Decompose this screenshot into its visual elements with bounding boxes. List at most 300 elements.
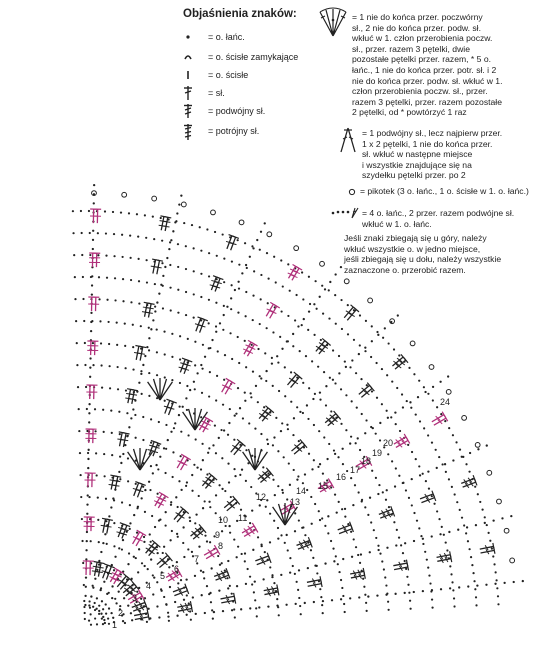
chain-arc — [257, 348, 259, 350]
chain-arc — [229, 408, 231, 410]
chain-arc — [293, 469, 295, 471]
chain-arc — [287, 428, 289, 430]
chain-line — [358, 596, 360, 598]
chain-arc — [121, 256, 123, 258]
chain-line — [204, 612, 206, 614]
chain-line — [377, 493, 379, 495]
chain-line — [340, 266, 342, 268]
chain-arc — [245, 315, 247, 317]
cluster-fan — [160, 379, 167, 400]
chain-arc — [388, 609, 390, 611]
chain-arc — [189, 610, 191, 612]
chain-arc — [364, 594, 366, 596]
chain-arc — [497, 603, 499, 605]
chain-line — [87, 494, 89, 496]
chain-arc — [191, 490, 193, 492]
stitch-symbol — [298, 544, 311, 549]
chain-arc — [322, 312, 324, 314]
chain-line — [313, 601, 315, 603]
chain-arc — [156, 328, 158, 330]
chain-arc — [444, 420, 446, 422]
chain-arc — [215, 302, 217, 304]
chain-arc — [95, 452, 97, 454]
chain-arc — [429, 582, 431, 584]
chain-arc — [366, 610, 368, 612]
chain-line — [176, 533, 178, 535]
stitch-symbol — [278, 588, 279, 595]
chain-arc — [302, 412, 304, 414]
chain-arc — [140, 370, 142, 372]
chain-line — [386, 547, 388, 549]
chain-arc — [451, 486, 453, 488]
stitch-symbol — [163, 226, 170, 227]
chain-arc — [130, 279, 132, 281]
chain-line — [255, 385, 257, 387]
chain-arc — [406, 400, 408, 402]
chain-arc — [113, 255, 115, 257]
chain-arc — [160, 588, 162, 590]
chain-line — [413, 540, 415, 542]
chain-line — [218, 590, 220, 592]
chain-arc — [238, 264, 240, 266]
chain-arc — [284, 542, 286, 544]
chain-arc — [244, 242, 246, 244]
centre-ring — [96, 623, 98, 625]
chain-line — [285, 604, 287, 606]
chain-arc — [109, 387, 111, 389]
chain-line — [118, 591, 120, 593]
chain-arc — [338, 355, 340, 357]
chain-arc — [74, 298, 76, 300]
chain-arc — [353, 339, 355, 341]
chain-line — [94, 578, 96, 580]
chain-line — [183, 599, 185, 601]
picot-mark — [267, 232, 272, 237]
chain-line — [87, 449, 89, 451]
chain-arc — [290, 371, 292, 373]
chain-line — [152, 472, 154, 474]
chain-line — [256, 239, 258, 241]
chain-arc — [266, 252, 268, 254]
chain-arc — [431, 598, 433, 600]
chain-line — [324, 288, 326, 290]
chain-line — [84, 604, 86, 606]
chain-arc — [185, 485, 187, 487]
stitch-symbol — [129, 399, 136, 400]
chain-line — [319, 463, 321, 465]
chain-arc — [254, 599, 256, 601]
chain-arc — [323, 371, 325, 373]
chain-line — [142, 364, 144, 366]
chain-arc — [423, 427, 425, 429]
chain-arc — [281, 422, 283, 424]
chain-arc — [76, 342, 78, 344]
chain-line — [457, 529, 459, 531]
chain-line — [182, 406, 184, 408]
chain-line — [87, 458, 89, 460]
chain-arc — [128, 212, 130, 214]
chain-line — [226, 306, 228, 308]
chain-arc — [282, 285, 284, 287]
cluster-fan — [183, 412, 195, 430]
row-number: 20 — [383, 438, 394, 448]
chain-line — [176, 561, 178, 563]
centre-ring — [105, 613, 107, 615]
chain-arc — [169, 287, 171, 289]
chain-arc — [91, 320, 93, 322]
chain-line — [485, 584, 487, 586]
stitch-symbol — [149, 551, 155, 554]
chain-arc — [188, 602, 190, 604]
chain-arc — [98, 298, 100, 300]
legend-title: Objaśnienia znaków: — [183, 8, 297, 20]
picot-mark — [429, 365, 434, 370]
chain-arc — [129, 235, 131, 237]
chain-arc — [209, 347, 211, 349]
chain-arc — [313, 334, 315, 336]
row-number: 3 — [132, 593, 138, 603]
chain-arc — [244, 340, 246, 342]
stitch-symbol — [180, 359, 185, 372]
picot-mark — [181, 202, 186, 207]
chain-arc — [150, 418, 152, 420]
chain-line — [180, 195, 182, 197]
chain-arc — [486, 524, 488, 526]
chain-arc — [284, 395, 286, 397]
chain-arc — [129, 504, 131, 506]
chain-line — [108, 607, 110, 609]
chain-arc — [145, 237, 147, 239]
chain-arc — [200, 468, 202, 470]
chain-line — [440, 588, 442, 590]
chain-arc — [323, 436, 325, 438]
chain-line — [198, 546, 200, 548]
chain-line — [240, 608, 242, 610]
chain-arc — [216, 255, 218, 257]
chain-arc — [127, 457, 129, 459]
chain-line — [141, 497, 143, 499]
chain-line — [379, 422, 381, 424]
legend-label: = o. ścisłe — [208, 70, 249, 80]
chain-line — [503, 582, 505, 584]
chain-arc — [127, 480, 129, 482]
chain-arc — [253, 591, 255, 593]
chain-line — [165, 511, 167, 513]
chain-line — [130, 417, 132, 419]
chain-line — [293, 417, 295, 419]
stitch-symbol — [350, 571, 364, 574]
chain-arc — [492, 555, 494, 557]
chain-arc — [179, 406, 181, 408]
row-number: 18 — [361, 456, 372, 466]
chain-line — [254, 581, 256, 583]
chain-arc — [423, 386, 425, 388]
chain-arc — [301, 527, 303, 529]
chain-arc — [185, 291, 187, 293]
chain-arc — [169, 264, 171, 266]
chain-arc — [408, 592, 410, 594]
chain-arc — [335, 323, 337, 325]
chain-line — [384, 327, 386, 329]
chain-arc — [475, 604, 477, 606]
stitch-symbol — [206, 483, 212, 486]
picot-mark — [294, 246, 299, 251]
chain-arc — [78, 430, 80, 432]
chain-line — [231, 609, 233, 611]
chain-line — [110, 612, 112, 614]
chain-line — [170, 504, 172, 506]
chain-arc — [251, 245, 253, 247]
chain-line — [267, 605, 269, 607]
chain-line — [103, 619, 105, 621]
chain-line — [175, 496, 177, 498]
chain-line — [93, 184, 95, 186]
chain-arc — [76, 364, 78, 366]
chain-arc — [246, 267, 248, 269]
chain-arc — [172, 451, 174, 453]
chain-arc — [296, 581, 298, 583]
chain-line — [202, 507, 204, 509]
chain-arc — [386, 374, 388, 376]
chain-arc — [432, 399, 434, 401]
chain-arc — [327, 532, 329, 534]
chain-arc — [344, 360, 346, 362]
chain-arc — [263, 406, 265, 408]
chain-line — [196, 466, 198, 468]
chain-arc — [138, 280, 140, 282]
chain-arc — [92, 585, 94, 587]
chain-line — [164, 266, 166, 268]
chain-line — [204, 356, 206, 358]
legend-label: = o. łańc. — [208, 32, 245, 42]
chain-arc — [396, 387, 398, 389]
chain-line — [140, 373, 142, 375]
chain-line — [89, 367, 91, 369]
chain-line — [260, 231, 262, 233]
chain-line — [110, 506, 112, 508]
picot-mark — [152, 196, 157, 201]
chain-arc — [391, 460, 393, 462]
chain-arc — [187, 434, 189, 436]
chain-arc — [491, 547, 493, 549]
stitch-symbol — [202, 481, 208, 484]
chain-arc — [187, 338, 189, 340]
chain-arc — [301, 271, 303, 273]
stitch-symbol — [319, 349, 325, 352]
chain-line — [280, 574, 282, 576]
chain-line — [319, 519, 321, 521]
chain-arc — [78, 408, 80, 410]
chain-line — [167, 615, 169, 617]
chain-line — [266, 499, 268, 501]
chain-arc — [153, 238, 155, 240]
chain-arc — [450, 573, 452, 575]
chain-line — [191, 474, 193, 476]
chain-line — [178, 414, 180, 416]
chain-arc — [164, 353, 166, 355]
chain-arc — [105, 232, 107, 234]
chain-arc — [370, 521, 372, 523]
chain-line — [104, 533, 106, 535]
chain-line — [159, 456, 161, 458]
chain-line — [102, 542, 104, 544]
chain-arc — [379, 439, 381, 441]
chain-arc — [247, 568, 249, 570]
chain-arc — [193, 247, 195, 249]
chain-arc — [121, 501, 123, 503]
chain-line — [228, 481, 230, 483]
chain-line — [351, 556, 353, 558]
chain-line — [387, 417, 389, 419]
chain-line — [170, 431, 172, 433]
chain-line — [90, 595, 92, 597]
row-number: 7 — [194, 554, 200, 564]
chain-arc — [225, 525, 227, 527]
chain-arc — [402, 482, 404, 484]
chain-arc — [329, 377, 331, 379]
chain-line — [218, 437, 220, 439]
chain-line — [299, 411, 301, 413]
chain-arc — [266, 327, 268, 329]
chain-line — [227, 560, 229, 562]
cluster-fan — [255, 449, 262, 470]
chain-arc — [385, 584, 387, 586]
chain-line — [163, 447, 165, 449]
direction-note: Jeśli znaki zbiegają się u góry, należy wkłuć wszystkie o. w jedno miejsce, jeśli zbiegają się u dołu, należy wszystkie zaznaczone o. przerobić razem. — [344, 233, 502, 275]
chain-arc — [446, 549, 448, 551]
chain-arc — [102, 409, 104, 411]
chain-line — [208, 501, 210, 503]
chain-arc — [310, 549, 312, 551]
row-number: 13 — [290, 497, 301, 507]
stitch-symbol — [106, 519, 113, 520]
stitch-symbol — [131, 389, 138, 390]
chain-line — [371, 340, 373, 342]
chain-arc — [121, 234, 123, 236]
chain-arc — [477, 493, 479, 495]
centre-ring — [84, 618, 86, 620]
chain-arc — [338, 571, 340, 573]
chain-arc — [229, 532, 231, 534]
chain-line — [131, 619, 133, 621]
chain-arc — [272, 331, 274, 333]
chain-arc — [208, 322, 210, 324]
chain-line — [277, 538, 279, 540]
chain-arc — [426, 559, 428, 561]
chain-arc — [318, 510, 320, 512]
chain-arc — [214, 231, 216, 233]
chain-arc — [98, 276, 100, 278]
chain-line — [234, 414, 236, 416]
chain-arc — [94, 430, 96, 432]
stitch-symbol — [132, 602, 145, 607]
chain-arc — [231, 260, 233, 262]
chain-arc — [275, 281, 277, 283]
chain-line — [88, 412, 90, 414]
chain-line — [274, 494, 276, 496]
chain-arc — [186, 385, 188, 387]
chain-line — [326, 458, 328, 460]
chain-arc — [171, 379, 173, 381]
picot-mark — [211, 210, 216, 215]
chain-arc — [343, 603, 345, 605]
centre-ring — [90, 613, 92, 615]
chain-arc — [194, 364, 196, 366]
stitch-symbol — [364, 572, 365, 579]
cluster-note: = 1 nie do końca przer. poczwórny sł., 2 nie do końca przer. podw. sł. wkłuć w 1. człon przerobienia poczw. sł., przer. razem 3 pętelki, dwie pozostałe pętelki przer. razem, * 5 o. łańc., 1 nie do końca przer. potr. sł. i 2 nie do końca przer. podw. sł. wkłuć w 1. człon przerobienia poczw. sł., przer. razem 3 pętelki, przer. razem pozostałe 2 pętelki, od * powtórzyć 1 raz — [352, 12, 503, 118]
chain-line — [92, 248, 94, 250]
chain-arc — [385, 499, 387, 501]
centre-ring — [94, 609, 96, 611]
chain-arc — [334, 294, 336, 296]
chain-arc — [237, 336, 239, 338]
stitch-symbol — [191, 605, 192, 612]
chain-line — [331, 599, 333, 601]
chain-arc — [109, 365, 111, 367]
chain-line — [239, 407, 241, 409]
chain-arc — [114, 277, 116, 279]
chain-arc — [186, 409, 188, 411]
chain-arc — [342, 463, 344, 465]
stitch-symbol — [234, 597, 235, 604]
chain-arc — [186, 594, 188, 596]
chain-arc — [418, 465, 420, 467]
chain-arc — [116, 322, 118, 324]
chain-arc — [409, 608, 411, 610]
chain-arc — [144, 511, 146, 513]
chain-line — [86, 531, 88, 533]
chain-arc — [245, 291, 247, 293]
chain-arc — [420, 535, 422, 537]
chain-arc — [473, 580, 475, 582]
chain-arc — [80, 210, 82, 212]
chain-arc — [154, 283, 156, 285]
chain-line — [324, 562, 326, 564]
chain-line — [152, 319, 154, 321]
chain-line — [394, 411, 396, 413]
picot-mark — [462, 415, 467, 420]
chain-line — [234, 475, 236, 477]
chain-arc — [222, 404, 224, 406]
stitch-symbol — [123, 433, 130, 434]
chain-line — [306, 404, 308, 406]
chain-arc — [330, 410, 332, 412]
chain-arc — [237, 546, 239, 548]
chain-arc — [292, 345, 294, 347]
chain-arc — [122, 278, 124, 280]
chain-arc — [106, 543, 108, 545]
chain-arc — [260, 544, 262, 546]
chain-arc — [97, 497, 99, 499]
chain-arc — [357, 554, 359, 556]
chain-arc — [142, 439, 144, 441]
chain-arc — [244, 392, 246, 394]
chain-line — [260, 377, 262, 379]
chain-arc — [337, 456, 339, 458]
chain-arc — [249, 576, 251, 578]
chain-line — [169, 539, 171, 541]
chain-line — [250, 392, 252, 394]
chain-arc — [309, 303, 311, 305]
chain-arc — [273, 256, 275, 258]
stitch-symbol — [121, 440, 128, 441]
chain-arc — [307, 329, 309, 331]
chain-arc — [160, 217, 162, 219]
chain-line — [296, 479, 298, 481]
chain-line — [215, 331, 217, 333]
chain-arc — [361, 413, 363, 415]
chain-arc — [122, 300, 124, 302]
